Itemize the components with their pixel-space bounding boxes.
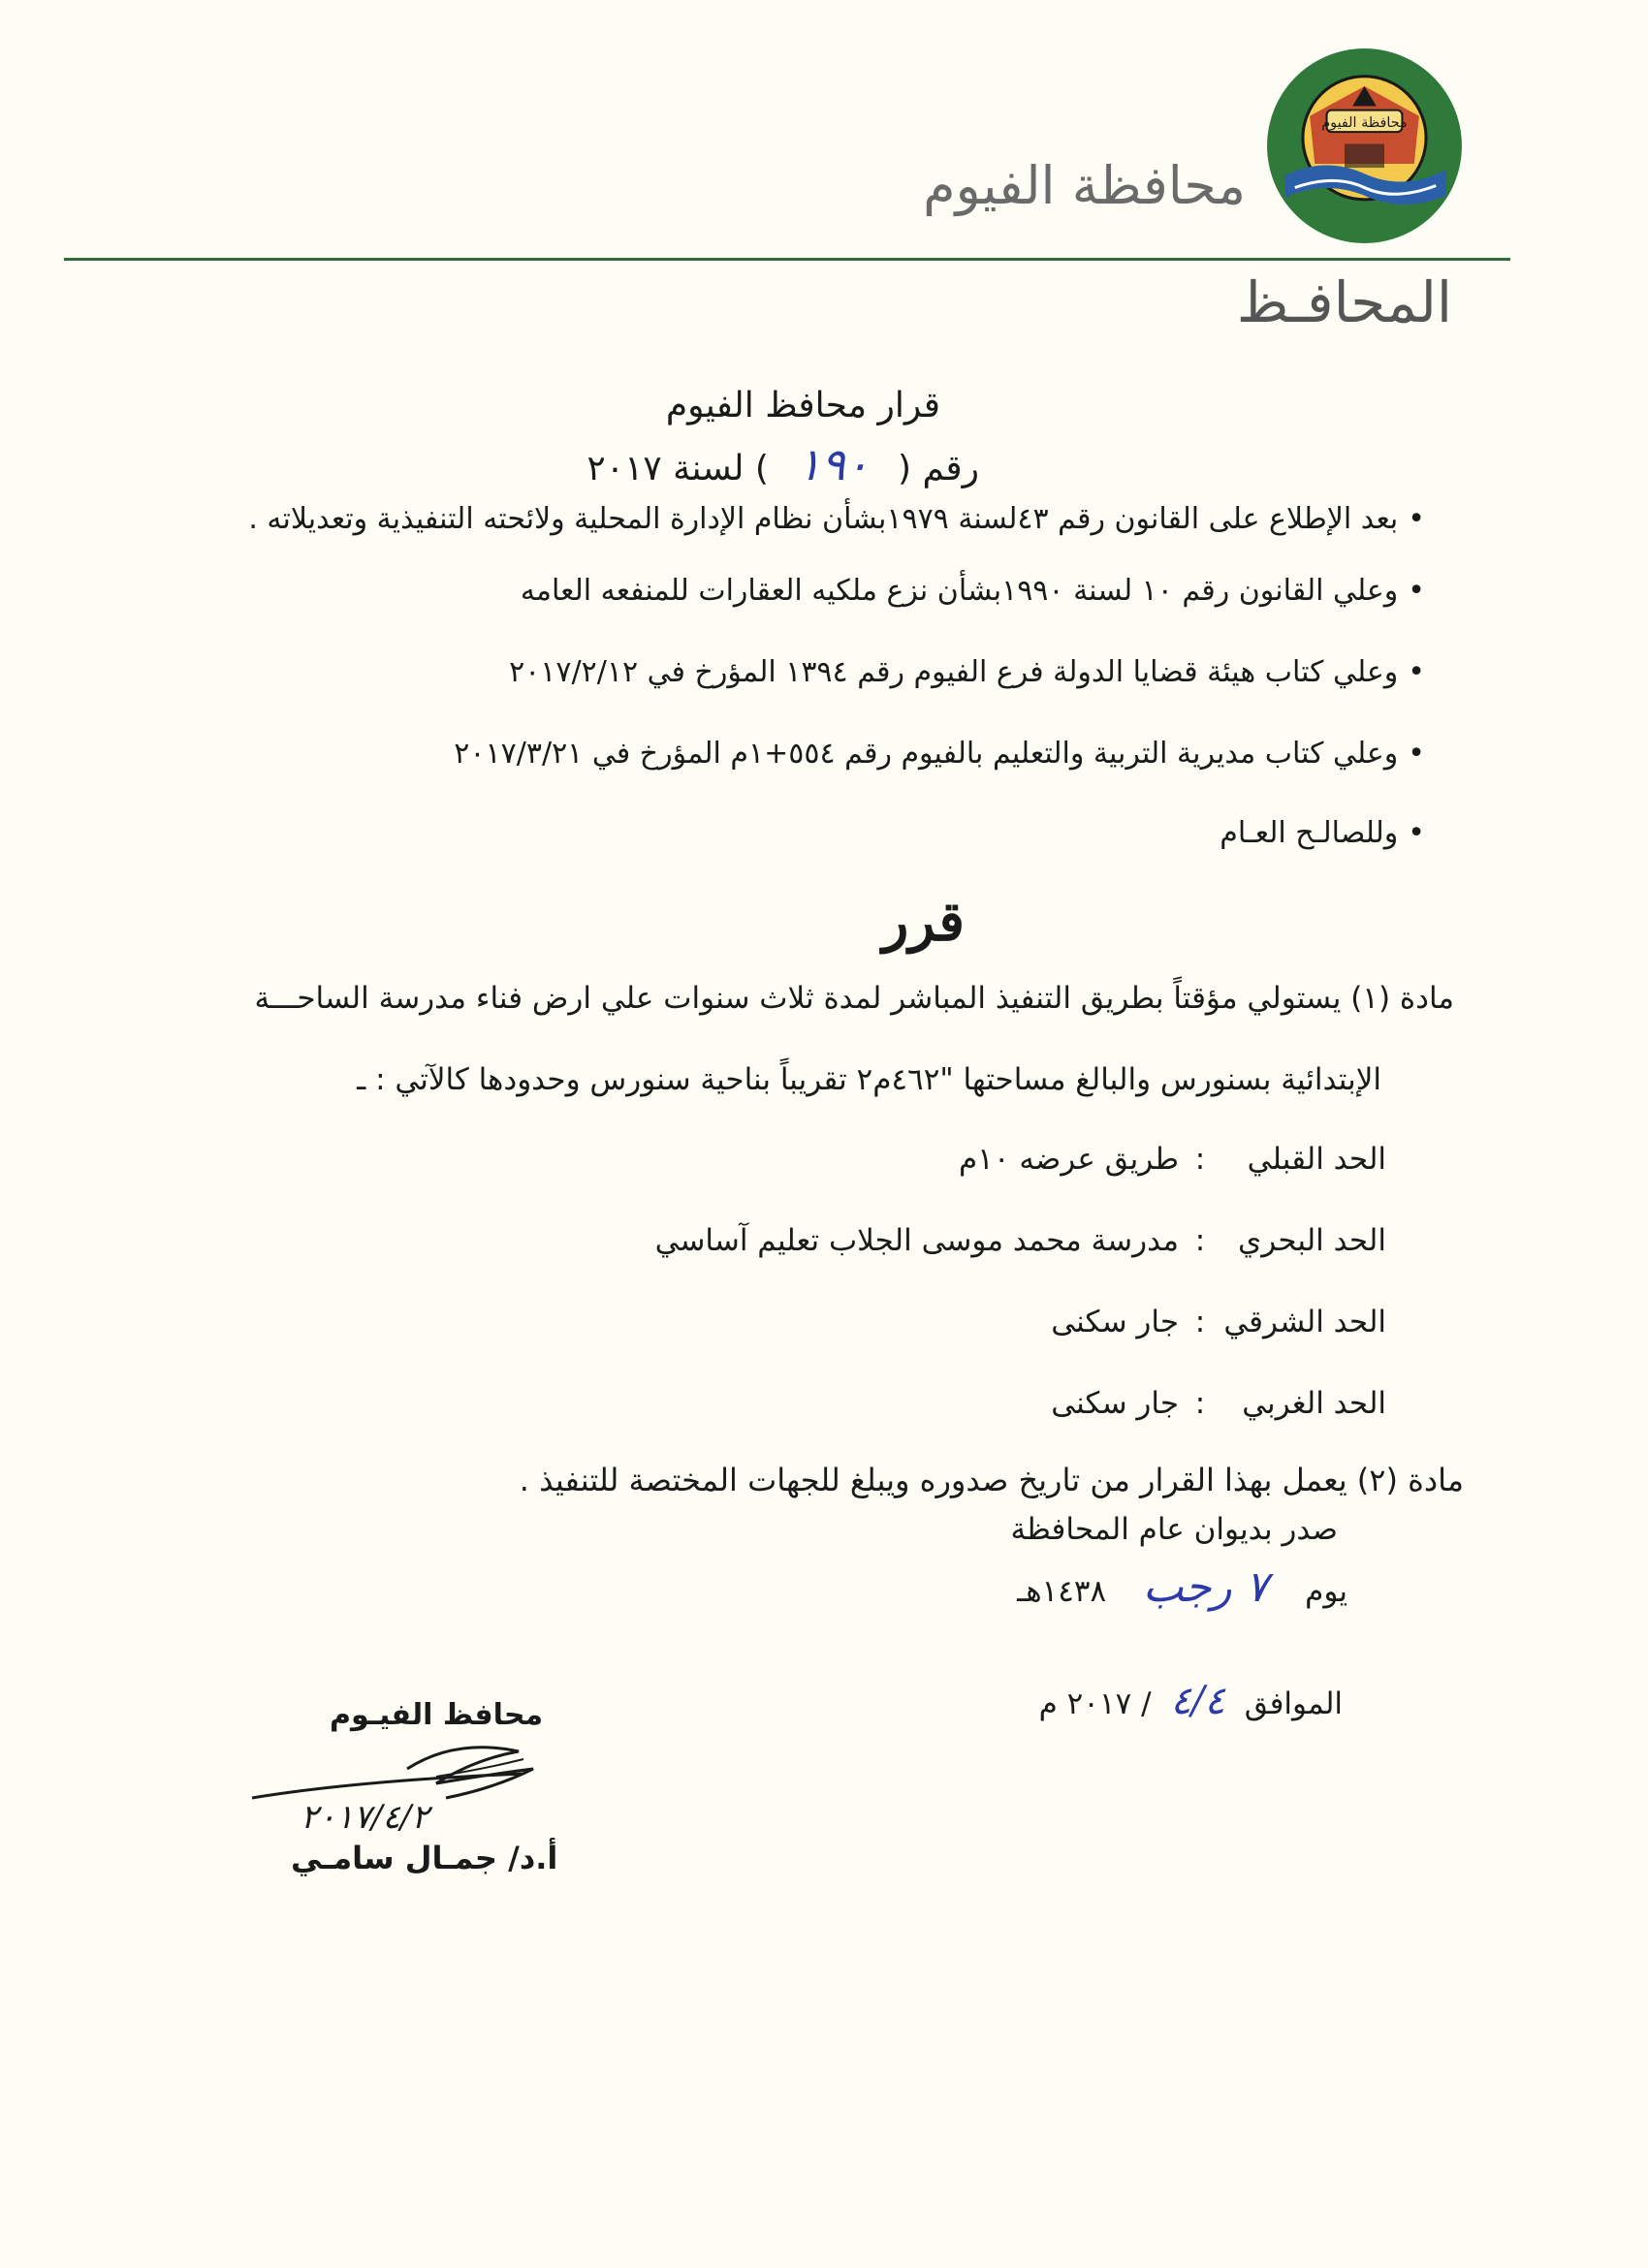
boundary-label: الحد القبلي — [1247, 1142, 1386, 1177]
bullet-icon: • — [1408, 502, 1425, 536]
gregorian-year: / ٢٠١٧ م — [1038, 1686, 1152, 1721]
decree-title: قرار محافظ الفيوم — [665, 386, 940, 425]
boundary-row — [1051, 1386, 1386, 1421]
header-divider — [64, 258, 1510, 261]
preamble-text: بعد الإطلاع على القانون رقم ٤٣لسنة ١٩٧٩بشأن نظام الإدارة المحلية ولائحته التنفيذية وتعديلاته . — [248, 502, 1399, 536]
hijri-date-line — [1017, 1562, 1347, 1612]
decree-number-suffix: ) لسنة ٢٠١٧ — [586, 449, 769, 488]
boundary-row — [959, 1142, 1386, 1177]
bullet-icon: • — [1408, 655, 1425, 689]
article-1-line-2: الإبتدائية بسنورس والبالغ مساحتها "٤٦٢م٢ تقريباً بناحية سنورس وحدودها كالآتي : ـ — [357, 1062, 1381, 1097]
preamble-text: وللصالـح العـام — [1220, 816, 1399, 850]
office-title: المحافـظ — [1236, 269, 1452, 335]
preamble-text: وعلي كتاب مديرية التربية والتعليم بالفيوم رقم ٥٥٤+١م المؤرخ في ٢٠١٧/٣/٢١ — [454, 737, 1399, 771]
preamble-item — [248, 502, 1425, 536]
signature-date-handwritten: ٢٠١٧/٤/٢ — [301, 1798, 429, 1837]
hijri-day-label: يوم — [1305, 1574, 1347, 1609]
boundary-label: الحد البحري — [1238, 1223, 1386, 1258]
issued-at: صدر بديوان عام المحافظة — [1010, 1512, 1338, 1547]
boundary-separator: : — [1194, 1223, 1206, 1258]
boundary-value: جار سكنى — [1051, 1305, 1179, 1339]
decree-number-prefix: رقم ( — [897, 449, 979, 488]
boundary-separator: : — [1194, 1142, 1206, 1177]
preamble-text: وعلي القانون رقم ١٠ لسنة ١٩٩٠بشأن نزع ملكيه العقارات للمنفعه العامه — [520, 574, 1399, 608]
gregorian-label: الموافق — [1244, 1686, 1343, 1721]
gregorian-date-line — [1039, 1679, 1343, 1723]
signatory-name: أ.د/ جمـال سامـي — [291, 1840, 558, 1876]
boundary-separator: : — [1194, 1386, 1206, 1421]
boundary-label: الحد الغربي — [1242, 1386, 1386, 1421]
article-2: مادة (٢) يعمل بهذا القرار من تاريخ صدوره ويبلغ للجهات المختصة للتنفيذ . — [519, 1462, 1464, 1498]
bullet-icon: • — [1408, 737, 1425, 771]
preamble-item — [454, 737, 1425, 771]
bullet-icon: • — [1408, 816, 1425, 850]
decided-heading: قرر — [882, 890, 965, 954]
preamble-item — [1220, 816, 1425, 850]
governorate-name: محافظة الفيوم — [923, 155, 1246, 216]
preamble-text: وعلي كتاب هيئة قضايا الدولة فرع الفيوم رقم ١٣٩٤ المؤرخ في ٢٠١٧/٢/١٢ — [509, 655, 1399, 689]
hijri-handwritten: ٧ رجب — [1143, 1562, 1269, 1612]
boundary-separator: : — [1194, 1305, 1206, 1339]
logo-text: محافظة الفيوم — [1321, 115, 1408, 132]
decree-number-line — [586, 438, 979, 490]
boundary-value: مدرسة محمد موسى الجلاب تعليم آساسي — [654, 1223, 1179, 1258]
boundary-value: طريق عرضه ١٠م — [958, 1142, 1179, 1177]
signature-title: محافظ الفيـوم — [330, 1698, 544, 1732]
bullet-icon: • — [1408, 574, 1425, 608]
hijri-year: ١٤٣٨هـ — [1017, 1574, 1107, 1609]
gregorian-handwritten: ٤/٤ — [1170, 1679, 1225, 1723]
decree-number-handwritten: ١٩٠ — [797, 438, 870, 490]
boundary-value: جار سكنى — [1051, 1386, 1179, 1421]
boundary-label: الحد الشرقي — [1223, 1305, 1386, 1339]
boundary-row — [655, 1223, 1386, 1258]
preamble-item — [509, 655, 1425, 689]
preamble-item — [521, 574, 1425, 608]
boundary-row — [1051, 1305, 1386, 1339]
article-1-line-1: مادة (١) يستولي مؤقتاً بطريق التنفيذ المباشر لمدة ثلاث سنوات علي ارض فناء مدرسة الساحـــة — [254, 981, 1454, 1016]
governorate-logo-icon — [1265, 47, 1464, 245]
